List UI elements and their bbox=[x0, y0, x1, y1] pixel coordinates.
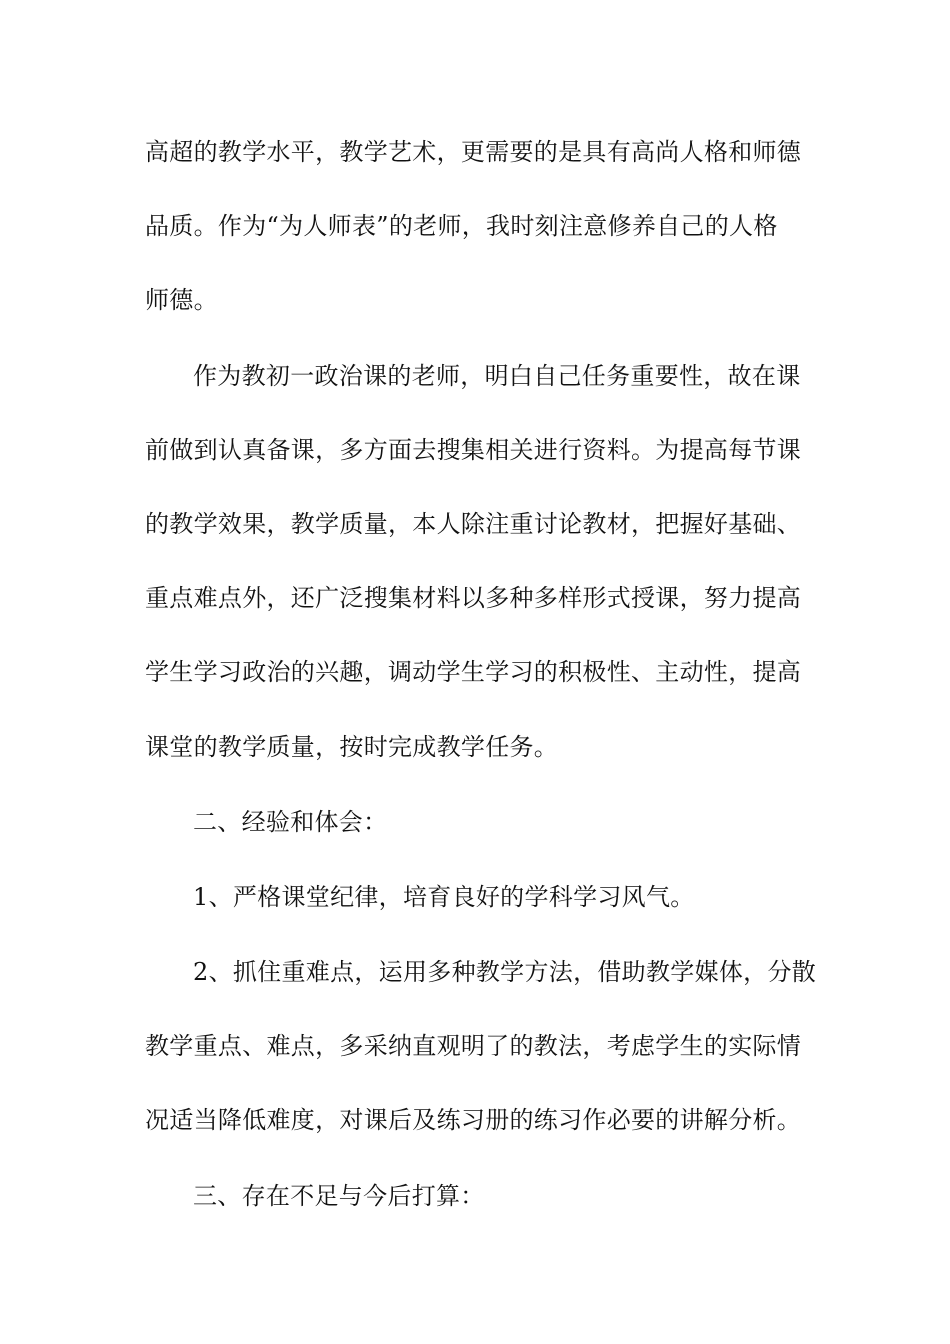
paragraph-line: 课堂的教学质量，按时完成教学任务。 bbox=[145, 733, 559, 761]
paragraph-line: 的教学效果，教学质量，本人除注重讨论教材，把握好基础、 bbox=[145, 510, 802, 538]
paragraph-line: 重点难点外，还广泛搜集材料以多种多样形式授课，努力提高 bbox=[145, 584, 802, 612]
list-item: 2、抓住重难点，运用多种教学方法，借助教学媒体，分散 bbox=[193, 958, 817, 986]
paragraph-line: 高超的教学水平，教学艺术，更需要的是具有高尚人格和师德 bbox=[145, 138, 802, 166]
paragraph-line: 学生学习政治的兴趣，调动学生学习的积极性、主动性，提高 bbox=[145, 658, 802, 686]
paragraph-line: 况适当降低难度，对课后及练习册的练习作必要的讲解分析。 bbox=[145, 1106, 802, 1134]
section-heading: 二、经验和体会： bbox=[193, 808, 388, 836]
paragraph-line: 作为教初一政治课的老师，明白自己任务重要性，故在课 bbox=[193, 362, 801, 390]
paragraph-line: 教学重点、难点，多采纳直观明了的教法，考虑学生的实际情 bbox=[145, 1032, 802, 1060]
paragraph-line: 品质。作为“为人师表”的老师，我时刻注意修养自己的人格 bbox=[145, 212, 778, 240]
section-heading: 三、存在不足与今后打算： bbox=[193, 1182, 485, 1210]
paragraph-line: 前做到认真备课，多方面去搜集相关进行资料。为提高每节课 bbox=[145, 436, 802, 464]
list-item: 1、严格课堂纪律，培育良好的学科学习风气。 bbox=[193, 883, 695, 911]
paragraph-line: 师德。 bbox=[145, 286, 218, 314]
